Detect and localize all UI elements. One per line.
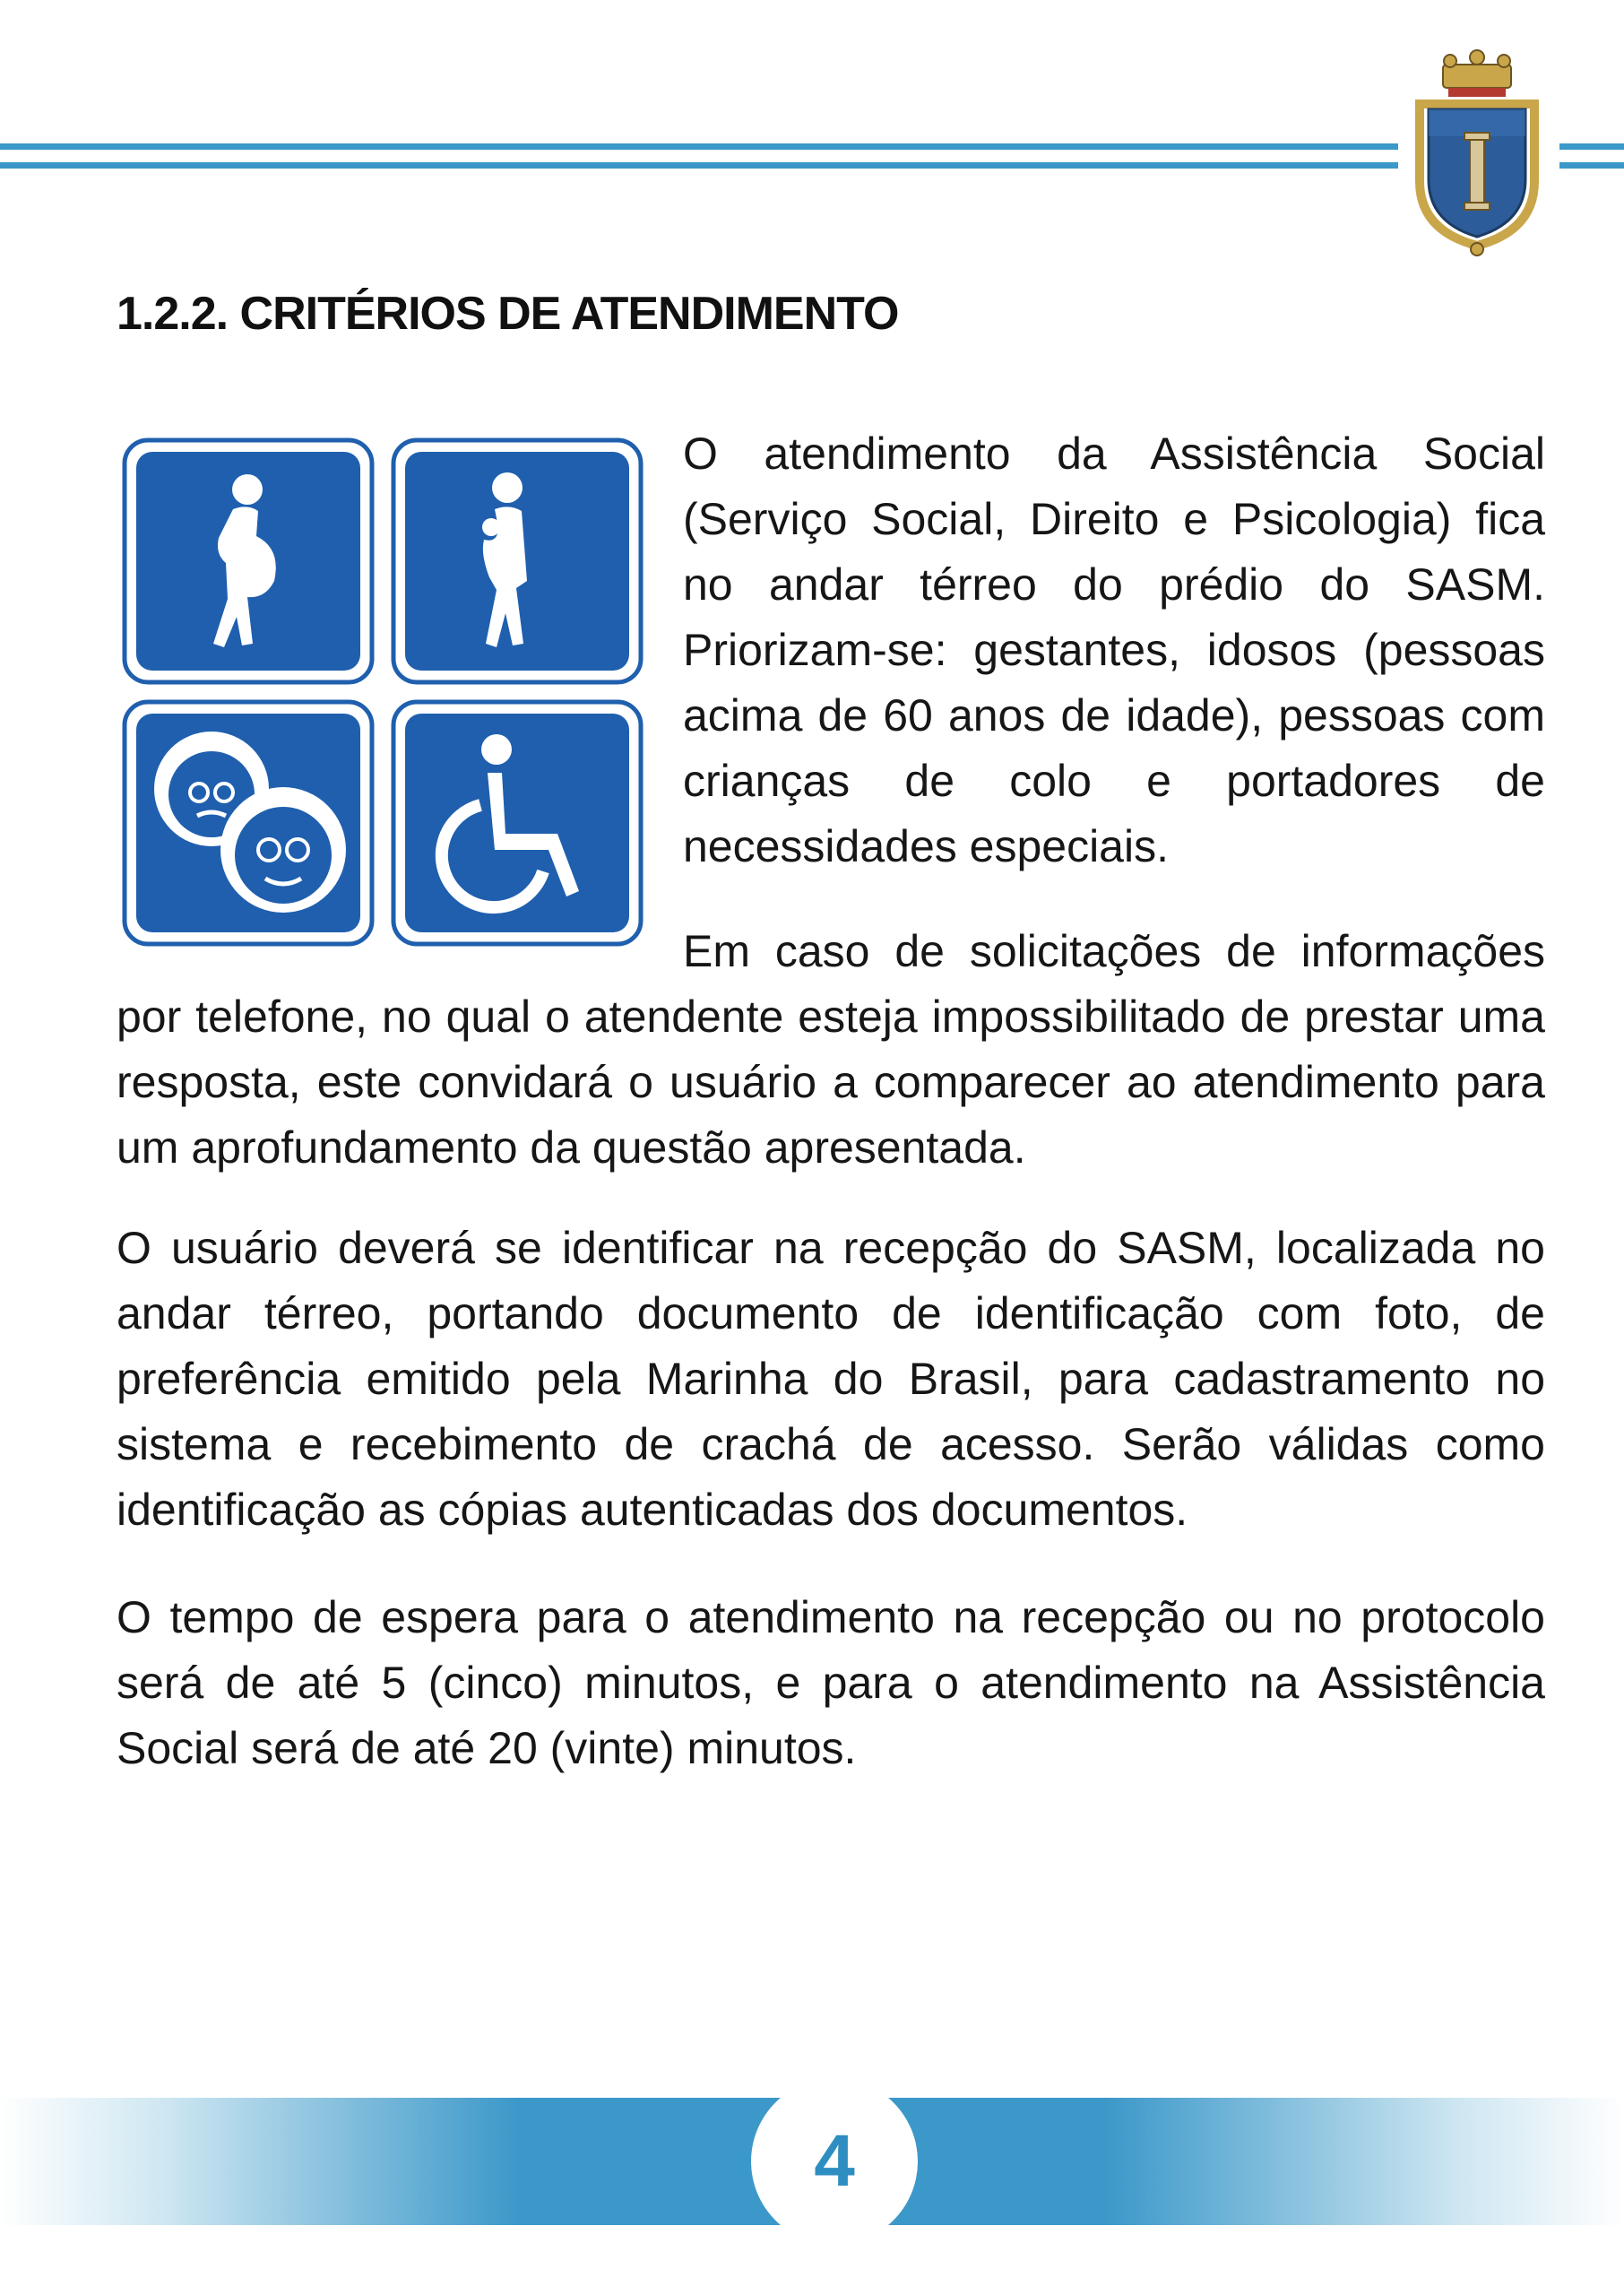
priority-signs-grid	[122, 437, 644, 947]
elderly-people-icon	[122, 699, 375, 947]
paragraph-phone-requests-first-line: Em caso de solicitações de informações	[683, 926, 1545, 976]
paragraph-priority-service: O atendimento da Assistência Social (Serviço Social, Direito e Psicologia) fica no andar térreo do prédio do SASM. Priorizam-se: gestantes, idosos (pessoas acima de 60 anos de idade), pessoas com crianças de colo e portadores de necessidades especiais.	[683, 429, 1545, 871]
header-stripe-bottom-right	[1559, 162, 1624, 169]
paragraph-phone-requests: por telefone, no qual o atendente esteja impossibilitado de prestar uma resposta, este convidará o usuário a comparecer ao atendimento para um aprofundamento da questão apresentada.	[117, 992, 1545, 1173]
paragraph-identification: O usuário deverá se identificar na recepção do SASM, localizada no andar térreo, portando documento de identificação com foto, de preferência emitido pela Marinha do Brasil, para cadastramento no sistema e recebimento de crachá de acesso. Serão válidas como identificação as cópias autenticadas dos documentos.	[117, 1223, 1545, 1535]
section-title: 1.2.2. CRITÉRIOS DE ATENDIMENTO	[117, 288, 899, 340]
paragraph-waiting-time: O tempo de espera para o atendimento na recepção ou no protocolo será de até 5 (cinco) minutos, e para o atendimento na Assistência Social será de até 20 (vinte) minutos.	[117, 1592, 1545, 1773]
pregnant-woman-icon	[122, 437, 375, 685]
person-with-baby-icon	[391, 437, 644, 685]
naval-coat-of-arms-icon	[1396, 47, 1558, 258]
page-number: 4	[814, 2120, 855, 2202]
header-stripe-top	[0, 143, 1398, 150]
header-stripe-top-right	[1559, 143, 1624, 150]
header-stripe-bottom	[0, 162, 1398, 169]
wheelchair-icon	[391, 699, 644, 947]
